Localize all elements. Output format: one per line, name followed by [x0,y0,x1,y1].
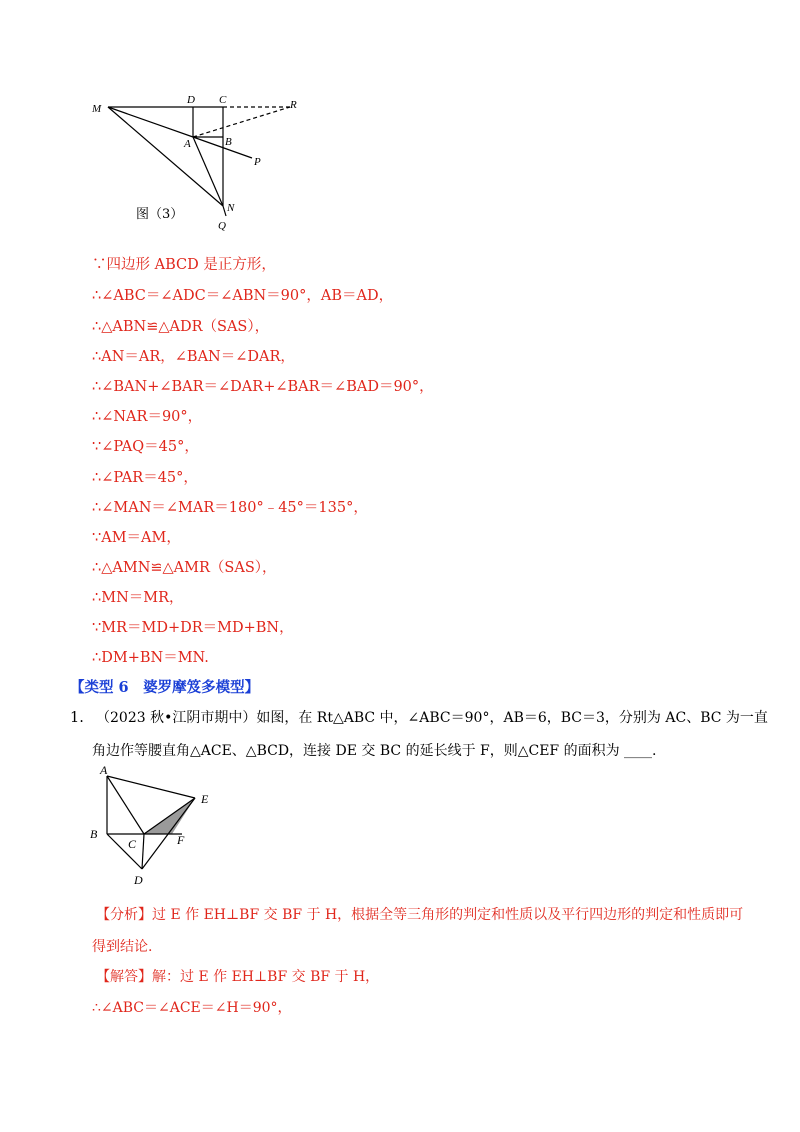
problem-number: 1. [70,710,84,726]
proof-line-13: ∵MR＝MD+DR＝MD+BN， [92,620,294,636]
proof-line-9: ∴∠MAN＝∠MAR＝180°﹣45°＝135°， [92,500,368,516]
problem-line-1: （2023 秋•江阴市期中）如图，在 Rt△ABC 中，∠ABC＝90°，AB＝6，BC＝3，分别为 AC、BC 为一直 [96,710,768,726]
label-c: C [128,837,137,851]
segment-bd [107,834,142,869]
proof-line-4: ∴AN＝AR，∠BAN＝∠DAR， [92,349,295,365]
proof-line-12: ∴MN＝MR， [92,590,184,606]
proof-line-6: ∴∠NAR＝90°， [92,409,203,425]
proof-line-8: ∴∠PAR＝45°， [92,470,198,486]
answer-line-2: ∴∠ABC＝∠ACE＝∠H＝90°， [92,1000,292,1016]
label-f: F [177,833,185,847]
label-c: C [219,94,227,106]
label-n: N [227,202,235,214]
section-heading: 【类型 6 婆罗摩笈多模型】 [70,679,260,696]
proof-line-10: ∵AM＝AM， [92,530,181,546]
label-r: R [290,99,297,111]
segment-ma [108,107,193,137]
figure-2-svg [86,764,226,888]
label-d: D [187,94,195,106]
proof-line-14: ∴DM+BN＝MN. [92,650,209,666]
proof-line-7: ∵∠PAQ＝45°， [92,439,199,455]
figure-3-svg [80,88,320,238]
figure-2 [86,764,226,888]
label-q: Q [218,220,226,232]
figure-3 [80,88,320,238]
segment-nq [223,206,226,216]
segment-an [193,137,223,206]
label-a: A [184,138,191,150]
problem-line-2: 角边作等腰直角△ACE、△BCD，连接 DE 交 BC 的延长线于 F，则△CEF 的面积为 ____. [92,743,657,759]
label-b: B [90,827,98,841]
answer-line-1: 【解答】解：过 E 作 EH⊥BF 交 BF 于 H， [96,969,380,985]
proof-line-2: ∴∠ABC＝∠ADC＝∠ABN＝90°，AB＝AD， [92,288,394,304]
analysis-line-1: 【分析】过 E 作 EH⊥BF 交 BF 于 H，根据全等三角形的判定和性质以及平行四边形的判定和性质即可 [96,907,744,923]
segment-cd [142,834,144,869]
segment-ar [193,107,290,137]
label-e: E [201,792,209,806]
label-p: P [254,156,261,168]
analysis-line-2: 得到结论. [92,939,153,955]
proof-line-3: ∴△ABN≌△ADR（SAS）， [92,319,270,335]
segment-ae [107,776,195,798]
label-b: B [225,136,232,148]
proof-line-1: ∵四边形 ABCD 是正方形， [92,257,276,273]
segment-ac [107,776,144,834]
proof-line-11: ∴△AMN≌△AMR（SAS）， [92,560,277,576]
label-a: A [100,764,108,777]
proof-line-5: ∴∠BAN+∠BAR＝∠DAR+∠BAR＝∠BAD＝90°， [92,379,434,395]
segment-mn [108,107,223,206]
label-d: D [134,873,143,887]
figure-3-caption: 图（3） [136,207,184,222]
label-m: M [92,103,102,115]
